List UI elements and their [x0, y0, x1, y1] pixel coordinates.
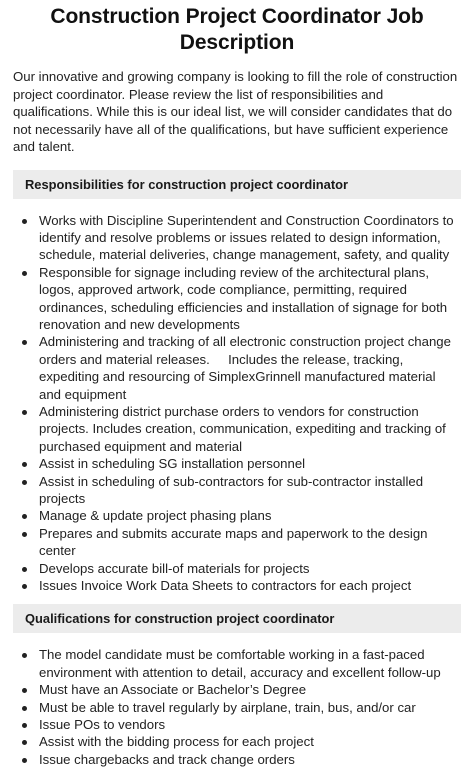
list-item: [39, 264, 461, 334]
list-item-text: Works with Discipline Superintendent and Construction Coordinators to identify and resolve problems or issues related to design information, schedule, material deliveries, change management, safety, and quality: [39, 212, 454, 263]
list-item-text: Manage & update project phasing plans: [39, 508, 272, 524]
list-item: [39, 577, 461, 594]
responsibilities-heading: Responsibilities for construction project coordinator: [13, 170, 461, 199]
list-item: [39, 455, 461, 472]
list-item-text: Assist with the bidding process for each project: [39, 734, 314, 750]
bullet-icon: [22, 514, 27, 519]
list-item-text: Administering and tracking of all electronic construction project change orders and material releases. Includes the release, tracking, expediting and resourcing of SimplexGrinnell manufactured material and equipment: [39, 334, 455, 402]
bullet-icon: [22, 480, 27, 485]
list-item: [39, 507, 461, 524]
list-item: [39, 212, 461, 264]
bullet-icon: [22, 653, 27, 658]
page-title: Construction Project Coordinator Job Description: [50, 5, 424, 54]
bullet-icon: [22, 567, 27, 572]
bullet-icon: [22, 706, 27, 711]
bullet-icon: [22, 410, 27, 415]
list-item-text: Prepares and submits accurate maps and paperwork to the design center: [39, 525, 428, 559]
list-item: [39, 733, 461, 750]
bullet-icon: [22, 462, 27, 467]
list-item-text: Must be able to travel regularly by airplane, train, bus, and/or car: [39, 699, 416, 715]
list-item-text: Assist in scheduling SG installation personnel: [39, 456, 306, 472]
bullet-icon: [22, 532, 27, 537]
bullet-icon: [22, 271, 27, 276]
list-item-text: Issues Invoice Work Data Sheets to contractors for each project: [39, 578, 412, 594]
bullet-icon: [22, 758, 27, 763]
bullet-icon: [22, 340, 27, 345]
list-item: [39, 681, 461, 698]
list-item: [39, 751, 461, 768]
responsibilities-list: [13, 212, 461, 595]
list-item-text: The model candidate must be comfortable working in a fast-paced environment with attention to detail, accuracy and excellent follow-up: [39, 647, 441, 680]
list-item-text: Administering district purchase orders to vendors for construction projects. Includes creation, communication, expediting and tracking of purchased equipment and material: [39, 403, 446, 454]
list-item: [39, 473, 461, 508]
list-item-text: Issue chargebacks and track change orders: [39, 751, 295, 767]
bullet-icon: [22, 219, 27, 224]
list-item: [39, 699, 461, 716]
list-item: [39, 525, 461, 560]
qualifications-list: [13, 646, 461, 768]
bullet-icon: [22, 584, 27, 589]
intro-paragraph: Our innovative and growing company is looking to fill the role of construction project coordinator. Please review the list of responsibilities and qualifications. While this is our ideal list, we will consider candidates that do not necessarily have all of the qualifications, but have sufficient experience and talent.: [13, 69, 458, 154]
bullet-icon: [22, 688, 27, 693]
bullet-icon: [22, 740, 27, 745]
list-item: [39, 646, 461, 681]
bullet-icon: [22, 723, 27, 728]
list-item: [39, 403, 461, 455]
list-item-text: Must have an Associate or Bachelor’s Degree: [39, 682, 307, 698]
list-item: [39, 560, 461, 577]
list-item: [39, 333, 461, 403]
list-item-text: Assist in scheduling of sub-contractors for sub-contractor installed projects: [39, 473, 424, 506]
qualifications-heading: Qualifications for construction project coordinator: [13, 604, 461, 633]
list-item-text: Issue POs to vendors: [39, 717, 166, 733]
list-item: [39, 716, 461, 733]
list-item-text: Develops accurate bill-of materials for projects: [39, 560, 310, 576]
list-item-text: Responsible for signage including review of the architectural plans, logos, approved artwork, code compliance, permitting, required ordinances, scheduling efficiencies and installation of signage for both renovation and new developments: [39, 264, 448, 332]
